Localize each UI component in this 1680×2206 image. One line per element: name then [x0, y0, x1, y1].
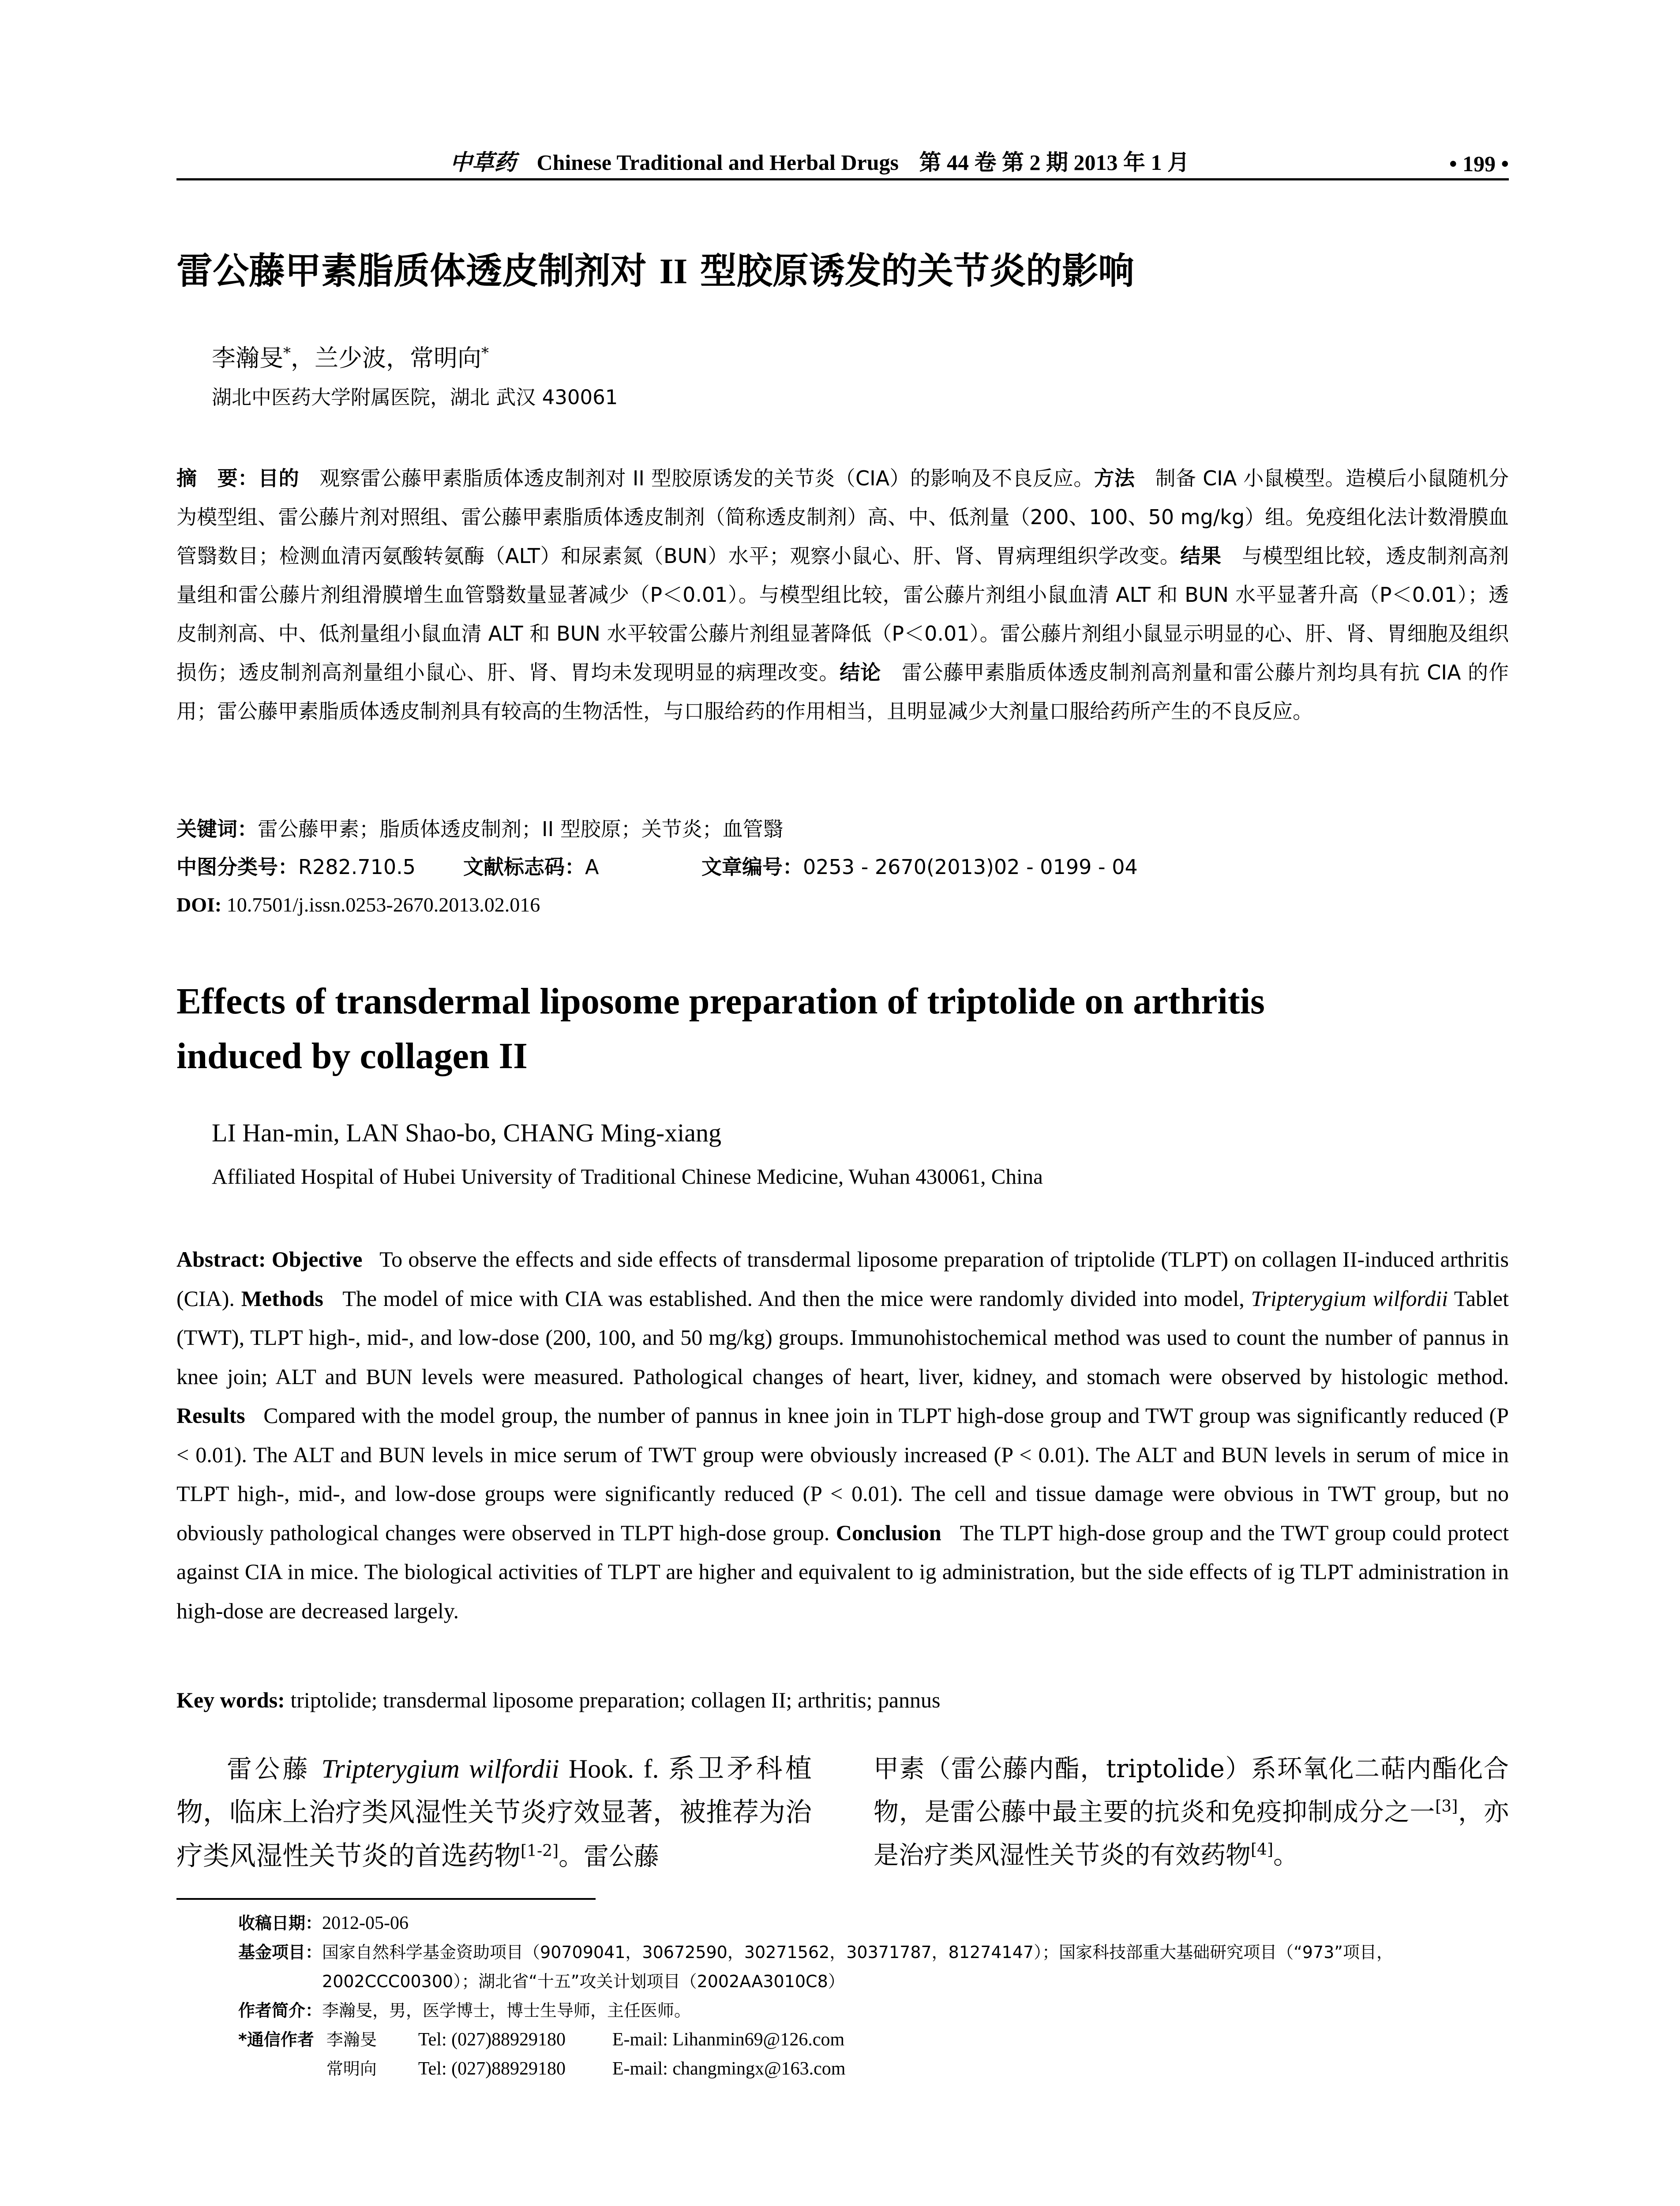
clc-label: 中图分类号：	[176, 855, 298, 879]
body-left-text-3: 。雷公藤	[559, 1842, 660, 1871]
contact-list	[314, 2025, 1509, 2083]
methods-en-species: Tripterygium wilfordii	[1251, 1286, 1448, 1311]
abstract-cn-label: 摘 要：	[176, 466, 259, 490]
keywords-cn-label: 关键词：	[176, 817, 258, 841]
conclusion-cn-text: 雷公藤甲素脂质体透皮制剂高剂量和雷公藤片剂均具有抗 CIA 的作用；雷公藤甲素脂质体透皮制剂具有较高的生物活性，与口服给药的作用相当，且明显减少大剂量口服给药所产生的不良反应。	[176, 660, 1509, 723]
abstract-cn	[176, 459, 1509, 731]
page-number: • 199 •	[1449, 151, 1509, 176]
title-en-line-1: Effects of transdermal liposome preparation of triptolide on arthritis	[176, 981, 1265, 1022]
fund-label: 基金项目：	[238, 1943, 322, 1962]
doi-label: DOI:	[176, 893, 222, 916]
conclusion-cn-label: 结论	[840, 660, 881, 684]
bio-label: 作者简介：	[238, 2001, 322, 2020]
methods-en-text-2: Tablet (TWT), TLPT high-, mid-, and low-dose (200, 100, and 50 mg/kg) groups. Immunohistochemical method was used to count the number of pannus in knee join; ALT and BUN levels were measured. Pathological changes of heart, liver, kidney, and stomach were observed by histologic method.	[176, 1286, 1509, 1389]
footnote-corresponding	[238, 2025, 1509, 2083]
issue-info: 第 44 卷 第 2 期 2013 年 1 月	[919, 150, 1189, 175]
fund-value: 国家自然科学基金资助项目（90709041，30672590，30271562，30371787，81274147）；国家科技部重大基础研究项目（“973”项目，2002CCC00300）；湖北省“十五”攻关计划项目（2002AA3010C8）	[322, 1943, 1393, 1991]
doi-row	[176, 886, 1509, 924]
objective-cn-label: 目的	[258, 466, 299, 490]
body-column-left	[176, 1747, 812, 1878]
author-mark-1: *	[283, 344, 291, 362]
doi-value: 10.7501/j.issn.0253-2670.2013.02.016	[221, 893, 540, 916]
contact-1-name: 李瀚旻	[326, 2030, 377, 2049]
objective-en-text: To observe the effects and side effects of transdermal liposome preparation of triptolide (TLPT) on collagen II-induced arthritis (CIA).	[176, 1247, 1515, 1311]
article-meta	[176, 810, 1509, 924]
journal-name-en: Chinese Traditional and Herbal Drugs	[536, 150, 899, 175]
body-right-text-1: 甲素（雷公藤内酯，triptolide）系环氧化二萜内酯化合物，是雷公藤中最主要的抗炎和免疫抑制成分之一	[874, 1754, 1509, 1827]
keywords-en	[176, 1681, 1509, 1719]
conclusion-en-label: Conclusion	[836, 1520, 941, 1545]
corresponding-label: *通信作者	[238, 2030, 314, 2049]
body-left-text-1: 雷公藤	[227, 1755, 322, 1784]
methods-cn-text: 制备 CIA 小鼠模型。造模后小鼠随机分为模型组、雷公藤片剂对照组、雷公藤甲素脂质体透皮制剂（简称透皮制剂）高、中、低剂量（200、100、50 mg/kg）组。免疫组化法计数滑膜血管翳数目；检测血清丙氨酸转氨酶（ALT）和尿素氮（BUN）水平；观察小鼠心、肝、肾、胃病理组织学改变。	[176, 466, 1509, 568]
article-number-value: 0253 - 2670(2013)02 - 0199 - 04	[803, 855, 1138, 879]
body-left-text-2: Hook. f. 系卫矛科植物，临床上治疗类风湿性关节炎疗效显著，被推荐为治疗类风湿性关节炎的首选药物	[176, 1754, 812, 1871]
title-en-line-2: induced by collagen II	[176, 1035, 528, 1077]
author-cn-3: 常明向	[410, 344, 481, 372]
journal-name-cn: 中草药	[450, 149, 516, 175]
methods-cn-label: 方法	[1094, 466, 1135, 490]
results-cn-label: 结果	[1180, 544, 1222, 568]
objective-cn-text: 观察雷公藤甲素脂质体透皮制剂对 II 型胶原诱发的关节炎（CIA）的影响及不良反应。	[299, 466, 1094, 490]
contact-1	[314, 2025, 1509, 2054]
doc-code-label: 文献标志码：	[463, 855, 585, 879]
abstract-en	[176, 1240, 1515, 1630]
footnote-bio	[238, 1996, 1509, 2025]
article-number-label: 文章编号：	[701, 855, 803, 879]
footnote-rule	[176, 1898, 596, 1900]
authors-en: LI Han-min, LAN Shao-bo, CHANG Ming-xiang	[212, 1118, 722, 1147]
body-right-text-2: ，亦是治疗类风湿性关节炎的有效药物	[874, 1797, 1509, 1870]
contact-1-tel: Tel: (027)88929180	[418, 2030, 566, 2050]
methods-en-text-1: The model of mice with CIA was established. And then the mice were randomly divided into model,	[323, 1286, 1251, 1311]
title-cn-part2: 型胶原诱发的关节炎的影响	[687, 250, 1134, 292]
title-cn	[176, 247, 1509, 296]
contact-1-email[interactable]: E-mail: Lihanmin69@126.com	[612, 2030, 845, 2050]
abstract-en-label: Abstract: Objective	[176, 1247, 363, 1272]
title-en	[176, 974, 1509, 1084]
citation-3[interactable]: [3]	[1435, 1797, 1458, 1816]
conclusion-en-text: The TLPT high-dose group and the TWT group could protect against CIA in mice. The biological activities of TLPT are higher and equivalent to ig administration, but the side effects of ig TLPT administration in high-dose are decreased largely.	[176, 1520, 1515, 1623]
classification-row	[176, 848, 1509, 886]
bio-value: 李瀚旻，男，医学博士，博士生导师，主任医师。	[322, 2001, 691, 2020]
clc-value: R282.710.5	[298, 855, 416, 879]
footnote-fund	[238, 1938, 1509, 1996]
body-left-species: Tripterygium wilfordii	[321, 1754, 559, 1783]
citation-4[interactable]: [4]	[1251, 1841, 1273, 1859]
keywords-en-value: triptolide; transdermal liposome preparation; collagen II; arthritis; pannus	[285, 1688, 941, 1712]
running-header	[176, 141, 1509, 176]
received-value: 2012-05-06	[322, 1913, 409, 1933]
body-right-text-3: 。	[1273, 1841, 1298, 1870]
authors-cn	[212, 335, 489, 376]
journal-line	[176, 145, 1204, 176]
title-cn-part1: 雷公藤甲素脂质体透皮制剂对	[176, 250, 660, 292]
keywords-en-label: Key words:	[176, 1688, 285, 1712]
author-cn-1: 李瀚旻	[212, 344, 283, 372]
doc-code-value: A	[585, 855, 599, 879]
keywords-cn-value: 雷公藤甲素；脂质体透皮制剂；II 型胶原；关节炎；血管翳	[258, 817, 784, 841]
affiliation-en: Affiliated Hospital of Hubei University of Traditional Chinese Medicine, Wuhan 430061, China	[212, 1164, 1043, 1189]
body-column-right	[874, 1747, 1509, 1877]
contact-2-tel: Tel: (027)88929180	[418, 2059, 566, 2079]
contact-2	[314, 2054, 1509, 2083]
keywords-cn	[176, 810, 1509, 848]
author-mark-3: *	[481, 344, 489, 362]
results-en-label: Results	[176, 1403, 245, 1428]
affiliation-cn: 湖北中医药大学附属医院，湖北 武汉 430061	[212, 386, 618, 409]
results-en-text: Compared with the model group, the number of pannus in knee join in TLPT high-dose group and TWT group was significantly reduced (P < 0.01). The ALT and BUN levels in mice serum of TWT group were obviously increased (P < 0.01). The ALT and BUN levels in serum of mice in TLPT high-, mid-, and low-dose groups were significantly reduced (P < 0.01). The cell and tissue damage were obvious in TWT group, but no obviously pathological changes were observed in TLPT high-dose group.	[176, 1403, 1515, 1545]
header-rule	[176, 178, 1509, 180]
received-label: 收稿日期：	[238, 1913, 322, 1933]
title-cn-roman: II	[659, 251, 688, 291]
citation-1-2[interactable]: [1-2]	[521, 1842, 559, 1860]
author-cn-sep: ，兰少波，	[291, 344, 410, 372]
methods-en-label: Methods	[241, 1286, 323, 1311]
footnotes	[238, 1909, 1509, 2083]
footnote-received	[238, 1909, 1509, 1938]
contact-2-email[interactable]: E-mail: changmingx@163.com	[612, 2059, 846, 2079]
results-cn-text: 与模型组比较，透皮制剂高剂量组和雷公藤片剂组滑膜增生血管翳数量显著减少（P＜0.01）。与模型组比较，雷公藤片剂组小鼠血清 ALT 和 BUN 水平显著升高（P＜0.01）；透皮制剂高、中、低剂量组小鼠血清 ALT 和 BUN 水平较雷公藤片剂组显著降低（P＜0.01）。雷公藤片剂组小鼠显示明显的心、肝、肾、胃细胞及组织损伤；透皮制剂高剂量组小鼠心、肝、肾、胃均未发现明显的病理改变。	[176, 544, 1509, 684]
contact-2-name: 常明向	[326, 2059, 377, 2078]
